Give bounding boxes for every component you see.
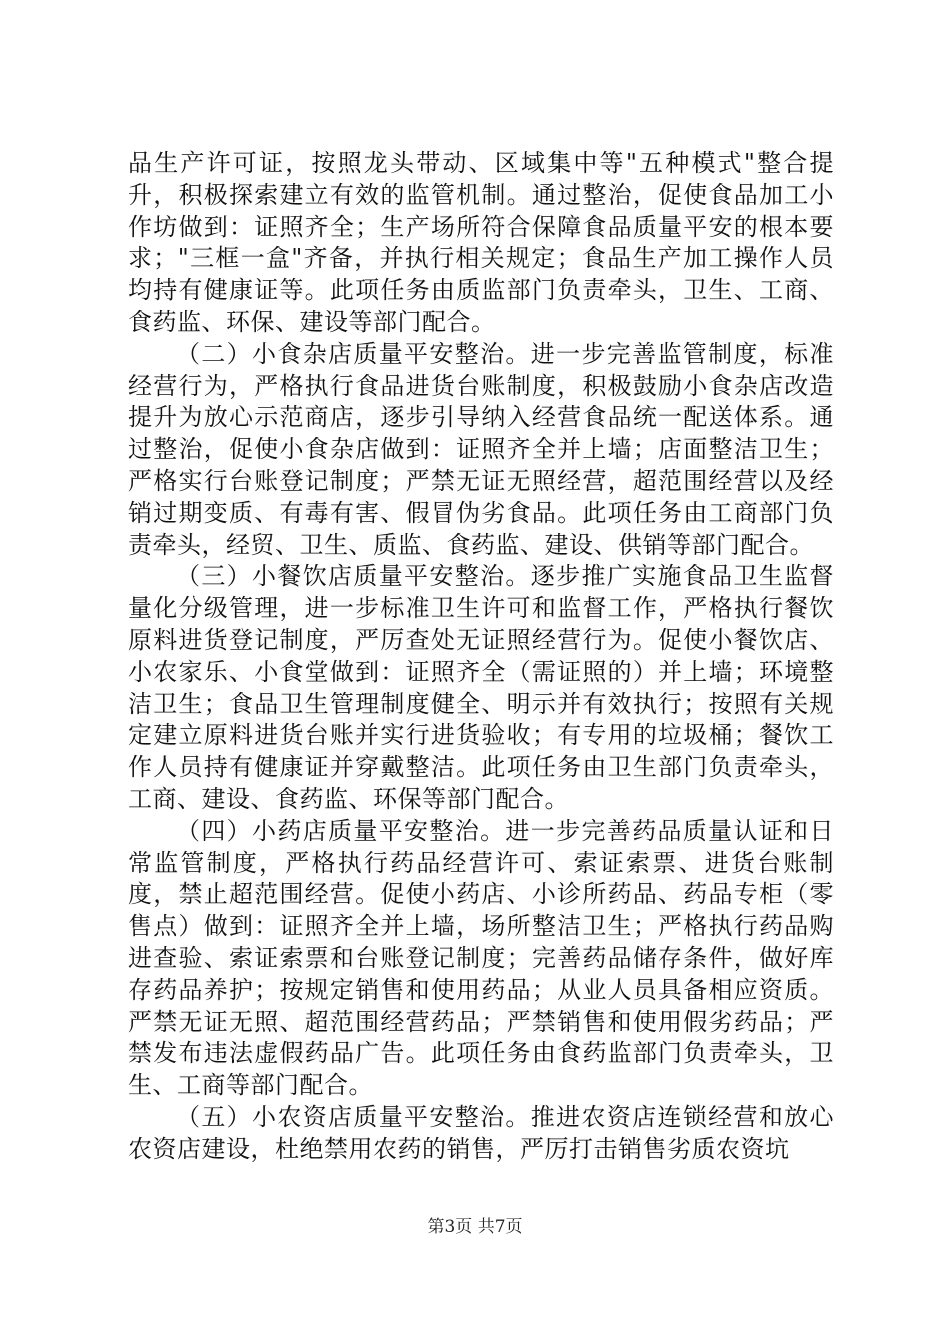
page-footer: 第3页 共7页 bbox=[427, 1217, 523, 1237]
paragraph-continuation: 品生产许可证，按照龙头带动、区域集中等"五种模式"整合提升，积极探索建立有效的监管机制。通过整治，促使食品加工小作坊做到：证照齐全；生产场所符合保障食品质量平安的根本要求；"三框一盒"齐备，并执行相关规定；食品生产加工操作人员均持有健康证等。此项任务由质监部门负责牵头，卫生、工商、食药监、环保、建设等部门配合。 bbox=[128, 149, 834, 336]
paragraph-section-4: （四）小药店质量平安整治。进一步完善药品质量认证和日常监管制度，严格执行药品经营许可、索证索票、进货台账制度，禁止超范围经营。促使小药店、小诊所药品、药品专柜（零售点）做到：证照齐全并上墙，场所整洁卫生；严格执行药品购进查验、索证索票和台账登记制度；完善药品储存条件，做好库存药品养护；按规定销售和使用药品；从业人员具备相应资质。严禁无证无照、超范围经营药品；严禁销售和使用假劣药品；严禁发布违法虚假药品广告。此项任务由食药监部门负责牵头，卫生、工商等部门配合。 bbox=[128, 816, 834, 1100]
paragraph-section-3: （三）小餐饮店质量平安整治。逐步推广实施食品卫生监督量化分级管理，进一步标准卫生许可和监督工作，严格执行餐饮原料进货登记制度，严厉查处无证照经营行为。促使小餐饮店、小农家乐、小食堂做到：证照齐全（需证照的）并上墙；环境整洁卫生；食品卫生管理制度健全、明示并有效执行；按照有关规定建立原料进货台账并实行进货验收；有专用的垃圾桶；餐饮工作人员持有健康证并穿戴整洁。此项任务由卫生部门负责牵头，工商、建设、食药监、环保等部门配合。 bbox=[128, 562, 834, 813]
paragraph-section-5: （五）小农资店质量平安整治。推进农资店连锁经营和放心农资店建设，杜绝禁用农药的销售，严厉打击销售劣质农资坑 bbox=[128, 1102, 834, 1163]
paragraph-section-2: （二）小食杂店质量平安整治。进一步完善监管制度，标准经营行为，严格执行食品进货台账制度，积极鼓励小食杂店改造提升为放心示范商店，逐步引导纳入经营食品统一配送体系。通过整治，促使小食杂店做到：证照齐全并上墙；店面整洁卫生；严格实行台账登记制度；严禁无证无照经营，超范围经营以及经销过期变质、有毒有害、假冒伪劣食品。此项任务由工商部门负责牵头，经贸、卫生、质监、食药监、建设、供销等部门配合。 bbox=[128, 339, 834, 559]
document-body bbox=[128, 148, 834, 1166]
